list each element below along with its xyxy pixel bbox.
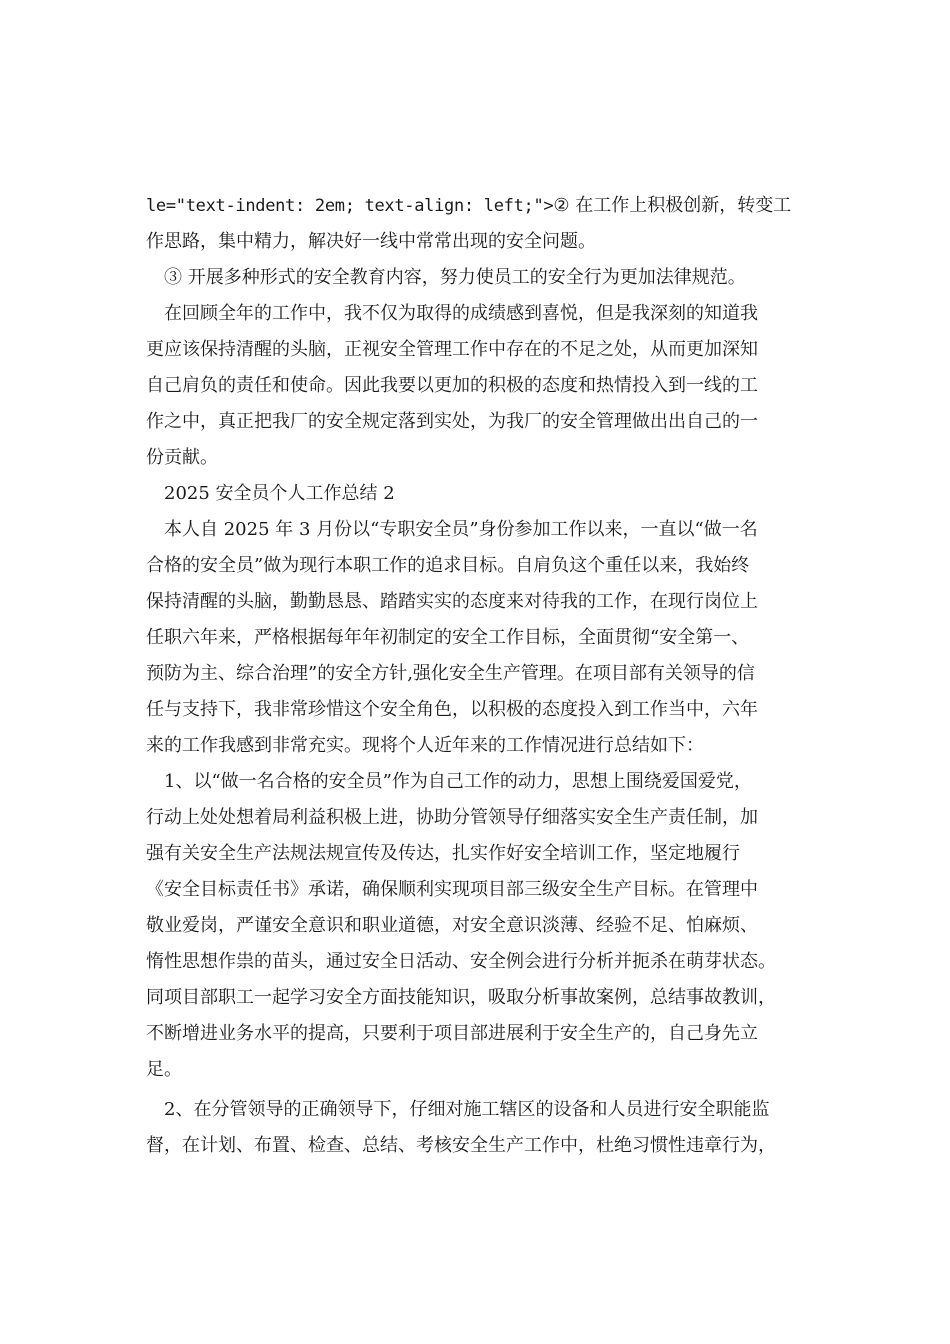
- text-line: 合格的安全员”做为现行本职工作的追求目标。自肩负这个重任以来，我始终: [146, 555, 750, 576]
- text-line: 惰性思想作祟的苗头，通过安全日活动、安全例会进行分析并扼杀在萌芽状态。: [146, 951, 776, 972]
- text-line: 任职六年来，严格根据每年年初制定的安全工作目标，全面贯彻“安全第一、: [146, 627, 750, 648]
- text-line: 保持清醒的头脑，勤勤恳恳、踏踏实实的态度来对待我的工作，在现行岗位上: [146, 591, 758, 612]
- text-line: 督，在计划、布置、检查、总结、考核安全生产工作中，杜绝习惯性违章行为，: [146, 1135, 776, 1156]
- text-line: 作之中，真正把我厂的安全规定落到实处，为我厂的安全管理做出出自己的一: [146, 411, 758, 432]
- text-line: 作思路，集中精力，解决好一线中常常出现的安全问题。: [146, 231, 596, 252]
- text-line: 份贡献。: [146, 447, 218, 468]
- text-line: ③ 开展多种形式的安全教育内容，努力使员工的安全行为更加法律规范。: [164, 267, 746, 288]
- text-line: 更应该保持清醒的头脑，正视安全管理工作中存在的不足之处，从而更加深知: [146, 339, 758, 360]
- text-line: 预防为主、综合治理”的安全方针,强化安全生产管理。在项目部有关领导的信: [146, 663, 755, 684]
- text-line: 敬业爱岗，严谨安全意识和职业道德，对安全意识淡薄、经验不足、怕麻烦、: [146, 915, 758, 936]
- text-line: 强有关安全生产法规法规宣传及传达，扎实作好安全培训工作，坚定地履行: [146, 843, 740, 864]
- text-line: 来的工作我感到非常充实。现将个人近年来的工作情况进行总结如下：: [146, 735, 704, 756]
- text-line: 《安全目标责任书》承诺，确保顺利实现项目部三级安全生产目标。在管理中: [146, 879, 758, 900]
- text-line: 1、以“做一名合格的安全员”作为自己工作的动力，思想上围绕爱国爱党，: [164, 771, 752, 792]
- text-line: 同项目部职工一起学习安全方面技能知识，吸取分析事故案例，总结事故教训，: [146, 987, 776, 1008]
- text-line: 足。: [146, 1059, 182, 1080]
- stray-markup-text: le="text-indent: 2em; text-align: left;">: [146, 196, 554, 216]
- text-line: 任与支持下，我非常珍惜这个安全角色，以积极的态度投入到工作当中，六年: [146, 699, 758, 720]
- text-line: 在回顾全年的工作中，我不仅为取得的成绩感到喜悦，但是我深刻的知道我: [164, 303, 758, 324]
- section-heading: 2025 安全员个人工作总结 2: [164, 483, 395, 504]
- text-line: [146, 188, 791, 224]
- text-line: 自己肩负的责任和使命。因此我要以更加的积极的态度和热情投入到一线的工: [146, 375, 758, 396]
- text-line: 不断增进业务水平的提高，只要利于项目部进展利于安全生产的，自己身先立: [146, 1023, 758, 1044]
- text-line: 2、在分管领导的正确领导下，仔细对施工辖区的设备和人员进行安全职能监: [164, 1099, 770, 1120]
- text-line: 行动上处处想着局利益积极上进，协助分管领导仔细落实安全生产责任制，加: [146, 807, 758, 828]
- line-text: ② 在工作上积极创新，转变工: [553, 195, 792, 216]
- text-line: 本人自 2025 年 3 月份以“专职安全员”身份参加工作以来，一直以“做一名: [164, 519, 758, 540]
